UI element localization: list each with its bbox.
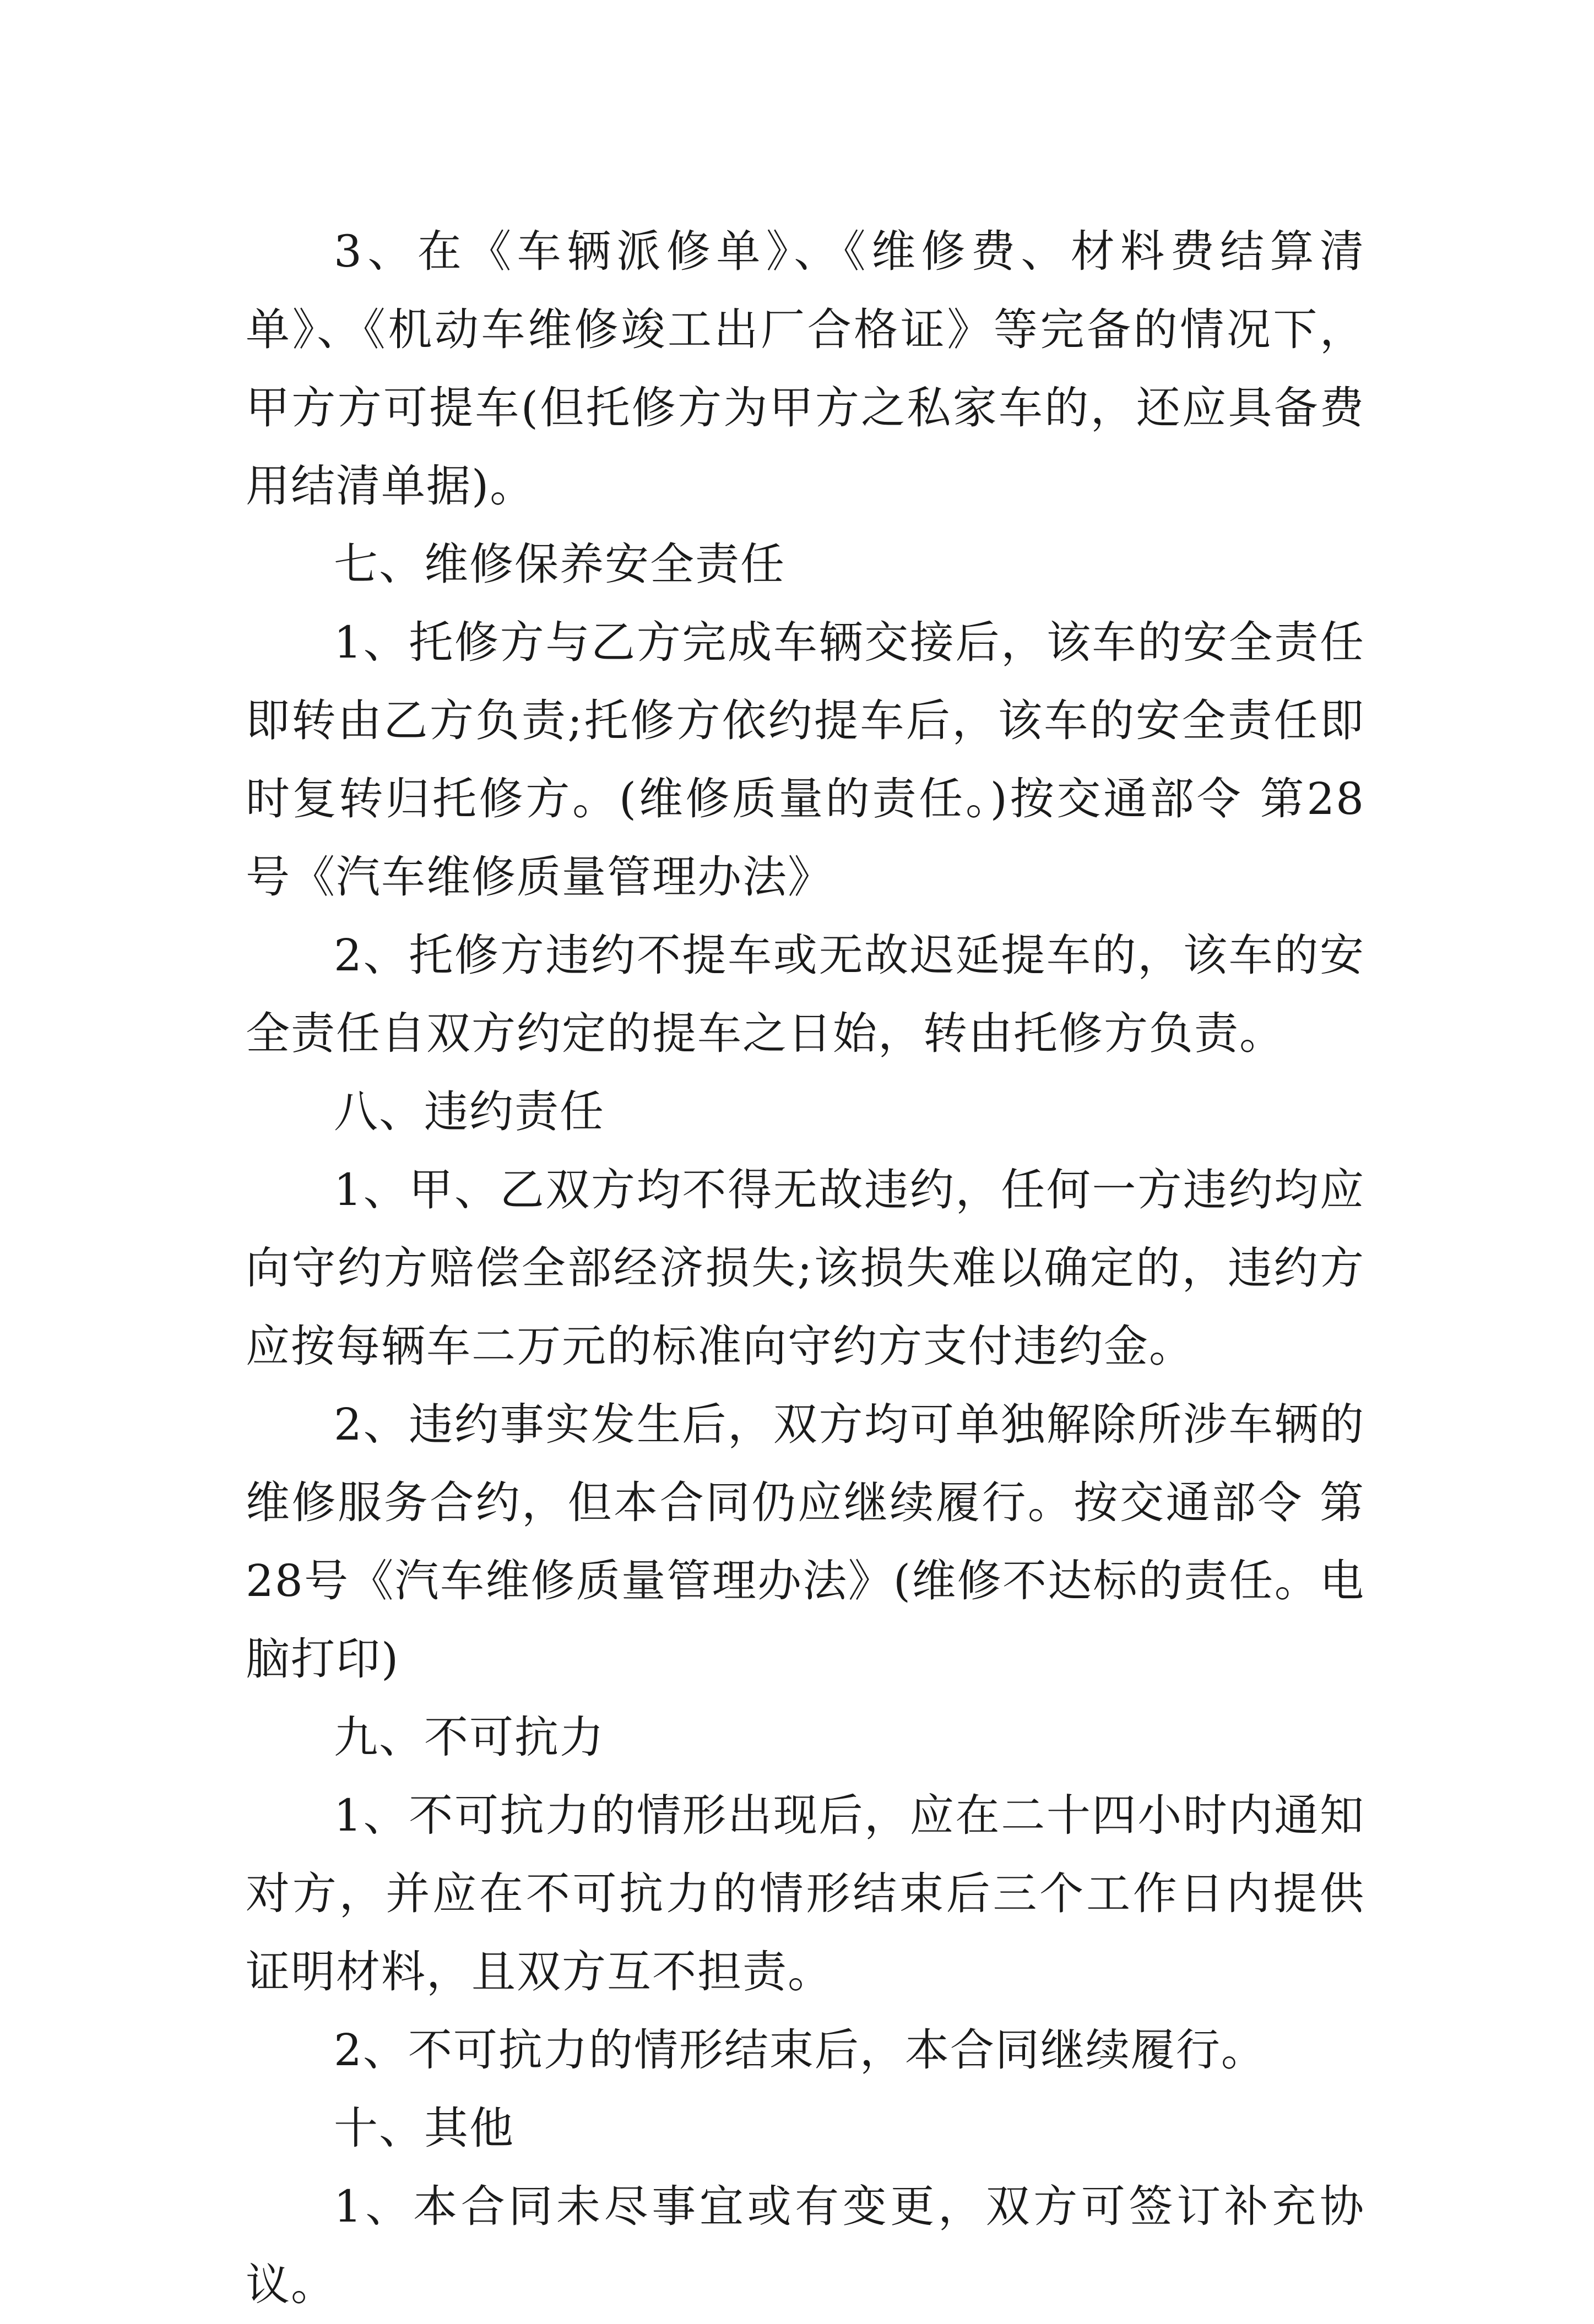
clause-paragraph: 2、托修方违约不提车或无故迟延提车的，该车的安全责任自双方约定的提车之日始，转由托修方负责。	[246, 930, 1365, 1059]
section-heading: 十、其他	[334, 2103, 514, 2154]
section-heading: 九、不可抗力	[334, 1712, 605, 1763]
document-body	[246, 213, 1365, 2324]
clause-paragraph: 1、本合同未尽事宜或有变更，双方可签订补充协议。	[246, 2181, 1365, 2310]
clause-paragraph: 2、违约事实发生后，双方均可单独解除所涉车辆的维修服务合约，但本合同仍应继续履行。按交通部令 第28号《汽车维修质量管理办法》(维修不达标的责任。电脑打印)	[246, 1399, 1365, 1685]
clause-paragraph: 2、不可抗力的情形结束后，本合同继续履行。	[334, 2024, 1266, 2076]
clause-paragraph: 1、托修方与乙方完成车辆交接后，该车的安全责任即转由乙方负责;托修方依约提车后，该车的安全责任即时复转归托修方。(维修质量的责任。)按交通部令 第28号《汽车维修质量管理办法》	[246, 617, 1365, 903]
clause-paragraph: 3、在《车辆派修单》、《维修费、材料费结算清单》、《机动车维修竣工出厂合格证》等完备的情况下，甲方方可提车(但托修方为甲方之私家车的，还应具备费用结清单据)。	[246, 226, 1365, 512]
section-heading: 八、违约责任	[334, 1086, 605, 1137]
clause-paragraph: 1、甲、乙双方均不得无故违约，任何一方违约均应向守约方赔偿全部经济损失;该损失难以确定的，违约方应按每辆车二万元的标准向守约方支付违约金。	[246, 1164, 1365, 1372]
clause-paragraph: 1、不可抗力的情形出现后，应在二十四小时内通知对方，并应在不可抗力的情形结束后三个工作日内提供证明材料，且双方互不担责。	[246, 1790, 1365, 1997]
section-heading: 七、维修保养安全责任	[334, 539, 785, 590]
